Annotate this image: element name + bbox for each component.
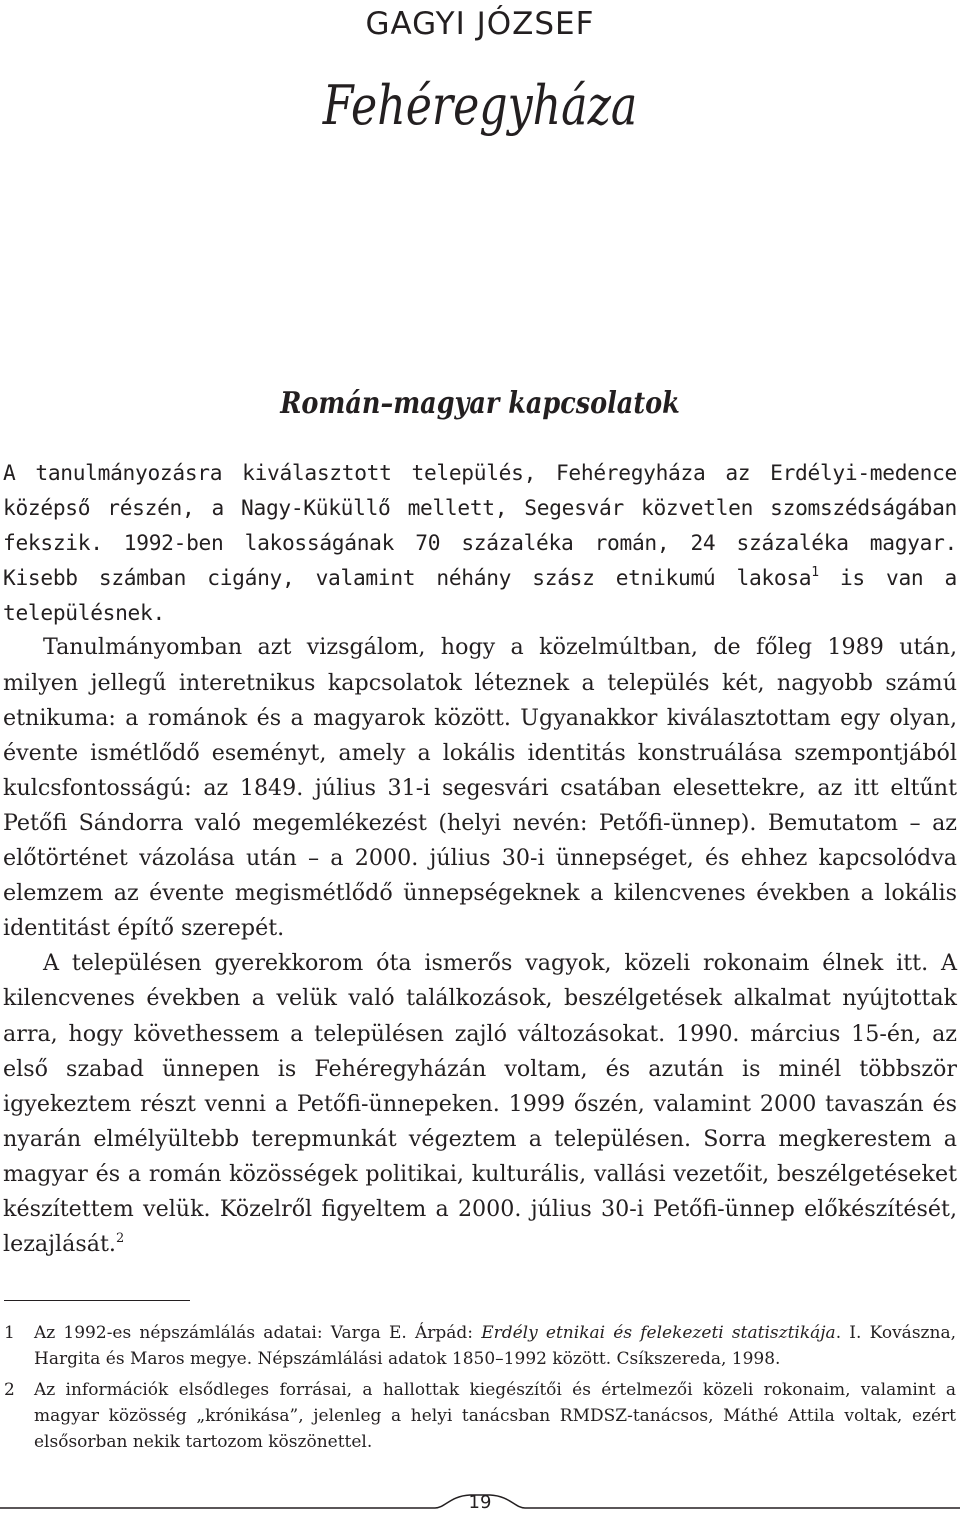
section-heading: Román–magyar kapcsolatok xyxy=(280,386,680,421)
footnotes xyxy=(4,1320,956,1460)
footnote-number: 2 xyxy=(4,1380,15,1400)
article-title: Fehéregyháza xyxy=(322,74,638,137)
paragraph-2: Tanulmányomban azt vizsgálom, hogy a közelmúltban, de főleg 1989 után, milyen jellegű interetnikus kapcsolatok léteznek a település két, nagyobb számú etnikuma: a románok és a magyarok között. Ugyanakkor kiválasztottam egy olyan, évente ismétlődő eseményt, amely a lokális identitás konstruálása szempontjából kulcsfontosságú: az 1849. július 31-i segesvári csatában elesettekre, az itt eltűnt Petőfi Sándorra való megemlékezést (helyi nevén: Petőfi-ünnep). Bemutatom – az előtörténet vázolása után – a 2000. július 30-i ünnepséget, és ehhez kapcsolódva elemzem az évente megismétlődő ünnepségeknek a kilencvenes években a lokális identitást építő szerepét. xyxy=(3,634,957,942)
footnote-separator xyxy=(4,1300,190,1301)
footnote-text: Az információk elsődleges forrásai, a hallottak kiegészítői és értelmezői közeli rokonaim, valamint a magyar közösség „krónikása”, jelenleg a helyi tanácsban RMDSZ-tanácsos, Máthé Attila voltak, ezért elsősorban nekik tartozom köszönettel. xyxy=(34,1380,956,1452)
article-body xyxy=(3,455,957,1262)
footnote-ref-2: 2 xyxy=(115,1231,125,1247)
footnote-text-pre: Az 1992-es népszámlálás adatai: Varga E. Árpád: xyxy=(34,1323,482,1343)
footnote-book-title: Erdély etnikai és felekezeti statisztikája xyxy=(481,1323,836,1343)
author-name: GAGYI JÓZSEF xyxy=(365,6,595,42)
footnote-ref-1: 1 xyxy=(811,565,819,581)
footnote-text-post: . I. Kovászna, Hargita és Maros megye. Népszámlálási adatok 1850–1992 között. Csíkszereda, 1998. xyxy=(34,1323,956,1369)
paragraph-1-text-a: A tanulmányozásra kiválasztott település, Fehéregyháza az Erdélyi-medence középső részén, a Nagy-Küküllő mellett, Segesvár közvetlen szomszédságában fekszik. 1992-ben lakosságának 70 százaléka román, 24 százaléka magyar. Kisebb számban cigány, valamint néhány szász etnikumú lakosa xyxy=(3,460,957,591)
footnote-number: 1 xyxy=(4,1323,15,1343)
footnote-1 xyxy=(4,1320,956,1372)
paragraph-1-text-b: is van a településnek. xyxy=(3,565,958,626)
paragraph-1 xyxy=(3,455,957,630)
footnote-text xyxy=(34,1320,956,1372)
footnote-2 xyxy=(4,1377,956,1455)
page-number: 19 xyxy=(468,1492,492,1513)
paragraph-3-text: A településen gyerekkorom óta ismerős vagyok, közeli rokonaim élnek itt. A kilencvenes években a velük való találkozások, beszélgetések alkalmat nyújtottak arra, hogy követhessem a településen zajló változásokat. 1990. március 15-én, az első szabad ünnepen is Fehéregyházán voltam, és azután is minél többször igyekeztem részt venni a Petőfi-ünnepeken. 1999 őszén, valamint 2000 tavaszán és nyarán elmélyültebb terepmunkát végeztem a településen. Sorra megkerestem a magyar és a román közösségek politikai, kulturális, vallási vezetőit, beszélgetéseket készítettem velük. Közelről figyeltem a 2000. július 30-i Petőfi-ünnep előkészítését, lezajlását. xyxy=(3,950,957,1258)
paragraph-3 xyxy=(3,946,957,1262)
